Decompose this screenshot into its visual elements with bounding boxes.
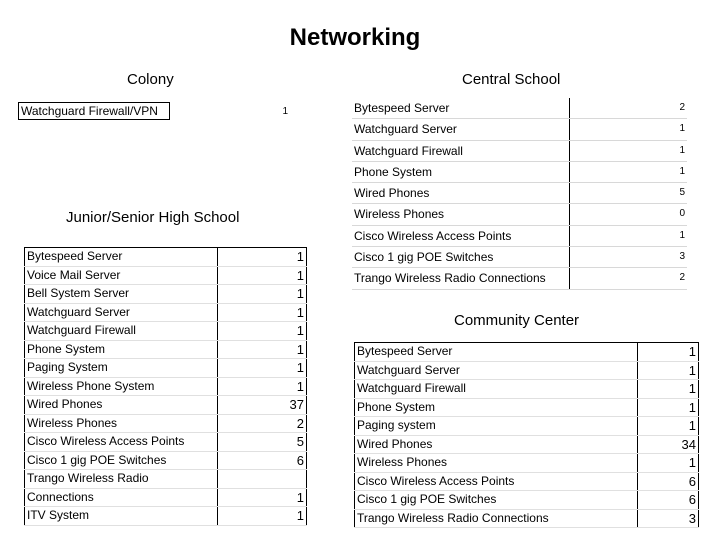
item-count: 1: [638, 361, 699, 380]
table-row: [352, 140, 687, 161]
table-row: [355, 435, 699, 454]
table-row: [355, 343, 699, 362]
item-count: 1: [218, 248, 307, 267]
item-label: Phone System: [25, 340, 218, 359]
item-count: 37: [218, 396, 307, 415]
item-count: 3: [570, 247, 688, 268]
item-count: 1: [218, 322, 307, 341]
table-row: [25, 322, 307, 341]
page-title: Networking: [289, 24, 421, 51]
item-label: Watchguard Server: [355, 361, 638, 380]
table-row: [355, 361, 699, 380]
item-count: 34: [638, 435, 699, 454]
item-count: 1: [638, 398, 699, 417]
table-row: [25, 488, 307, 507]
junior-senior-high-table: [24, 247, 307, 526]
item-count: 1: [638, 343, 699, 362]
item-label: Watchguard Firewall/VPN: [19, 103, 170, 120]
central-school-table: [352, 98, 687, 290]
table-row: [25, 340, 307, 359]
item-label: Bytespeed Server: [355, 343, 638, 362]
item-count: 1: [570, 140, 688, 161]
table-row: [25, 507, 307, 526]
table-row: [19, 103, 291, 120]
item-count: 6: [638, 472, 699, 491]
table-row: [352, 98, 687, 119]
table-row: [355, 417, 699, 436]
table-row: [355, 472, 699, 491]
item-label: Cisco Wireless Access Points: [25, 433, 218, 452]
item-label: Wireless Phone System: [25, 377, 218, 396]
table-row: [25, 414, 307, 433]
item-label: Cisco Wireless Access Points: [355, 472, 638, 491]
item-label: Wireless Phones: [355, 454, 638, 473]
table-row: [25, 359, 307, 378]
table-row: [25, 396, 307, 415]
item-label: Watchguard Firewall: [355, 380, 638, 399]
item-count: 1: [218, 359, 307, 378]
item-count: 2: [570, 268, 688, 289]
item-label: Phone System: [352, 161, 570, 182]
item-label: Cisco Wireless Access Points: [352, 225, 570, 246]
item-label: Watchguard Server: [352, 119, 570, 140]
item-label: Voice Mail Server: [25, 266, 218, 285]
item-label: Watchguard Firewall: [25, 322, 218, 341]
colony-heading: Colony: [127, 71, 174, 88]
table-row: [25, 377, 307, 396]
table-row: [352, 161, 687, 182]
table-row: [352, 225, 687, 246]
item-label: Wired Phones: [25, 396, 218, 415]
item-label: Paging system: [355, 417, 638, 436]
item-label: Trango Wireless Radio Connections: [355, 509, 638, 528]
item-label: Connections: [25, 488, 218, 507]
item-label: Wired Phones: [352, 183, 570, 204]
item-count: 1: [638, 454, 699, 473]
item-count: 1: [570, 119, 688, 140]
item-label: Cisco 1 gig POE Switches: [352, 247, 570, 268]
item-count: 6: [638, 491, 699, 510]
table-row: [25, 285, 307, 304]
table-row: [352, 183, 687, 204]
central-school-heading: Central School: [462, 71, 561, 88]
table-row: [352, 247, 687, 268]
item-label: Cisco 1 gig POE Switches: [355, 491, 638, 510]
item-label: Trango Wireless Radio: [25, 470, 218, 489]
item-count: 6: [218, 451, 307, 470]
community-center-heading: Community Center: [454, 312, 580, 329]
item-count: 1: [218, 285, 307, 304]
item-count: 1: [218, 303, 307, 322]
item-label: Trango Wireless Radio Connections: [352, 268, 570, 289]
item-count: 1: [570, 225, 688, 246]
item-label: Bytespeed Server: [25, 248, 218, 267]
item-count: 1: [218, 340, 307, 359]
item-count: [218, 470, 307, 489]
table-row: [25, 451, 307, 470]
table-row: [25, 303, 307, 322]
item-count: 5: [218, 433, 307, 452]
table-row: [355, 398, 699, 417]
item-count: 1: [638, 417, 699, 436]
item-label: ITV System: [25, 507, 218, 526]
item-count: 1: [218, 507, 307, 526]
table-row: [355, 454, 699, 473]
item-count: 1: [218, 488, 307, 507]
item-label: Watchguard Firewall: [352, 140, 570, 161]
item-count: 1: [638, 380, 699, 399]
item-label: Bell System Server: [25, 285, 218, 304]
item-label: Bytespeed Server: [352, 98, 570, 119]
table-row: [352, 119, 687, 140]
item-count: 2: [570, 98, 688, 119]
item-label: Watchguard Server: [25, 303, 218, 322]
community-center-table: [354, 342, 699, 528]
item-count: 2: [218, 414, 307, 433]
table-row: [25, 433, 307, 452]
item-count: 1: [218, 266, 307, 285]
item-label: Paging System: [25, 359, 218, 378]
junior-senior-high-heading: Junior/Senior High School: [66, 209, 240, 226]
table-row: [352, 268, 687, 289]
item-count: 3: [638, 509, 699, 528]
table-row: [25, 266, 307, 285]
item-label: Phone System: [355, 398, 638, 417]
item-count: 5: [570, 183, 688, 204]
table-row: [355, 509, 699, 528]
table-row: [352, 204, 687, 225]
item-count: 1: [218, 377, 307, 396]
item-label: Wireless Phones: [25, 414, 218, 433]
item-label: Cisco 1 gig POE Switches: [25, 451, 218, 470]
item-label: Wired Phones: [355, 435, 638, 454]
item-count: 0: [570, 204, 688, 225]
item-count: 1: [282, 105, 288, 117]
colony-table: [18, 102, 290, 120]
table-row: [25, 470, 307, 489]
table-row: [355, 491, 699, 510]
table-row: [25, 248, 307, 267]
table-row: [355, 380, 699, 399]
item-label: Wireless Phones: [352, 204, 570, 225]
item-count: 1: [570, 161, 688, 182]
